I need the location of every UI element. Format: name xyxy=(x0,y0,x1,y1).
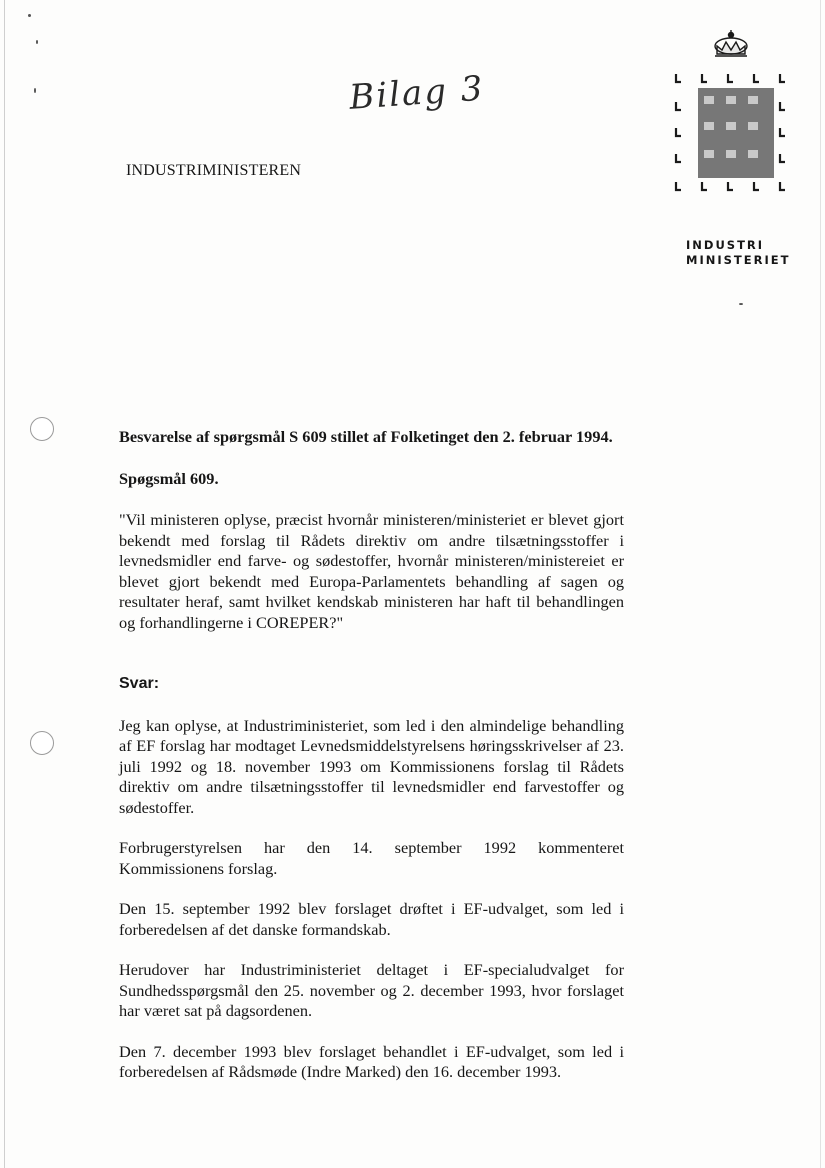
page-edge-right xyxy=(820,0,821,1168)
logo-line-1: INDUSTRI xyxy=(686,238,765,252)
answer-paragraph: Jeg kan oplyse, at Industriministeriet, som led i den almindelige behandling af EF forslag har modtaget Levnedsmiddelstyrelsens høringsskrivelser af 23. juli 1992 og 18. november 1993 om Kommissionens forslag til Rådets direktiv om andre tilsætningsstoffer til levnedsmidler end farvestoffer og sødestoffer. xyxy=(119,715,624,817)
sender-heading: INDUSTRIMINISTEREN xyxy=(126,162,302,179)
answer-paragraph: Den 7. december 1993 blev forslaget behandlet i EF-udvalget, som led i forberedelsen af Rådsmøde (Indre Marked) den 16. december 1993. xyxy=(119,1041,624,1081)
answer-paragraph: Den 15. september 1992 blev forslaget drøftet i EF-udvalget, som led i forberedelsen af det danske formandskab. xyxy=(119,899,624,939)
logo-wordmark xyxy=(686,238,790,268)
document-title: Besvarelse af spørgsmål S 609 stillet af Folketinget den 2. februar 1994. xyxy=(119,427,613,446)
handwritten-annotation: Bilag 3 xyxy=(348,68,486,118)
punch-hole xyxy=(30,731,54,755)
scan-speck xyxy=(34,88,36,93)
answer-paragraph: Herudover har Industriministeriet deltaget i EF-specialudvalget for Sundhedsspørgsmål den 25. november og 2. december 1993, hvor forslaget har været sat på dagsordenen. xyxy=(119,960,624,1020)
crown-grid-logo-icon xyxy=(668,26,794,198)
punch-hole xyxy=(30,417,54,441)
answer-paragraph: Forbrugerstyrelsen har den 14. september 1992 kommenteret Kommissionens forslag. xyxy=(119,838,624,878)
answer-heading: Svar: xyxy=(119,675,160,692)
scan-speck xyxy=(36,40,38,44)
document-body xyxy=(119,427,624,1103)
page-edge-left xyxy=(4,0,5,1168)
scan-speck xyxy=(739,303,743,305)
logo-line-2: MINISTERIET xyxy=(686,253,791,267)
scan-speck xyxy=(28,14,31,17)
question-text: "Vil ministeren oplyse, præcist hvornår ministeren/ministeriet er blevet gjort bekendt med forslag til Rådets direktiv om andre tilsætningsstoffer i levnedsmidler end farve- og sødestoffer, hvornår ministeren/ministereiet er blevet gjort bekendt med Europa-Parlamentets behandling af sagen og resultater heraf, samt hvilket kendskab ministeren har haft til behandlingen og forhandlingerne i COREPER?" xyxy=(119,510,624,632)
question-heading: Spøgsmål 609. xyxy=(119,468,219,488)
